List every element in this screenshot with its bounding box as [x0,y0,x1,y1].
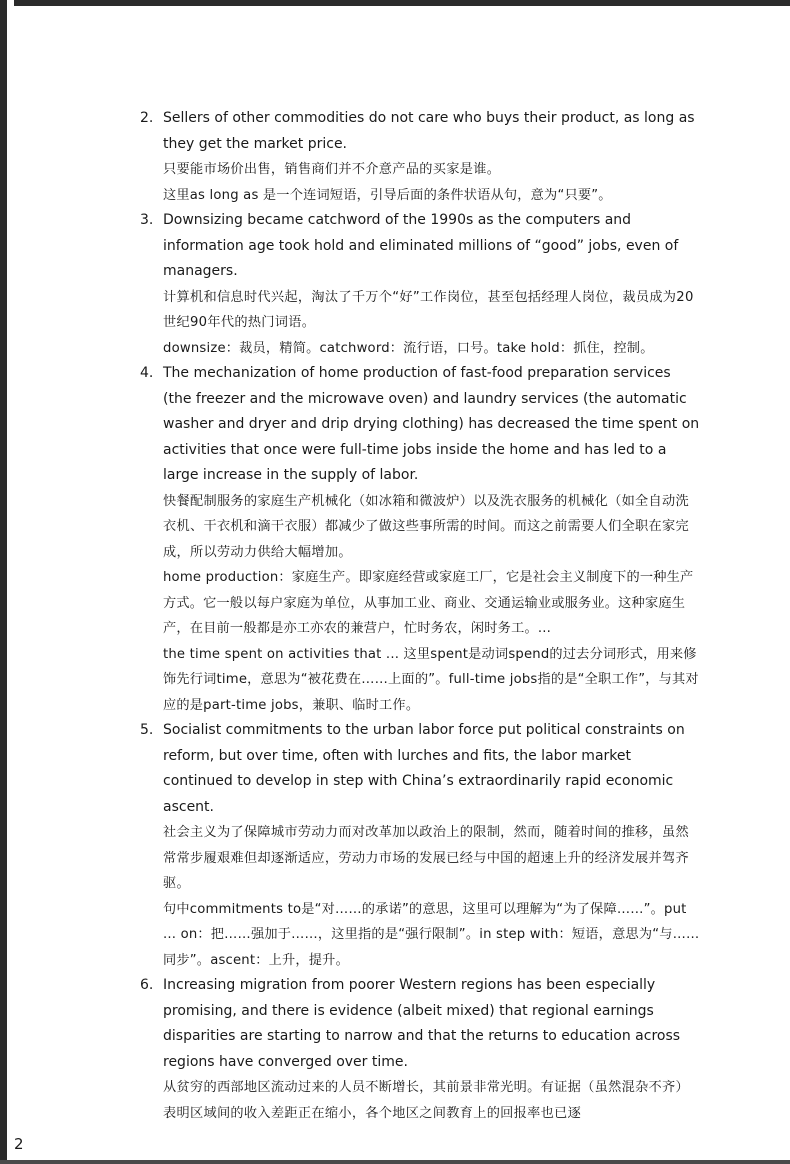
page-number: 2 [14,1135,24,1153]
item-number: 4. [140,365,154,381]
english-sentence: Increasing migration from poorer Western regions has been especially promising, and there is evidence (albeit mixed) that regional earnings disparities are starting to narrow and that the returns to education across regions have converged over time. [163,977,681,1070]
page-content [140,106,700,1126]
english-sentence: Downsizing became catchword of the 1990s as the computers and information age took hold and eliminated millions of “good” jobs, even of managers. [163,212,679,279]
item-number: 2. [140,110,154,126]
explanation-note: 这里as long as 是一个连词短语，引导后面的条件状语从句，意为“只要”。 [163,187,612,203]
chinese-translation: 计算机和信息时代兴起，淘汰了千万个“好”工作岗位，甚至包括经理人岗位，裁员成为20世纪90年代的热门词语。 [163,289,694,330]
chinese-translation: 从贫穷的西部地区流动过来的人员不断增长，其前景非常光明。有证据（虽然混杂不齐）表明区域间的收入差距正在缩小，各个地区之间教育上的回报率也已逐 [163,1080,690,1121]
scan-border-bottom [0,1160,790,1164]
chinese-translation: 只要能市场价出售，销售商们并不介意产品的买家是谁。 [163,162,501,177]
item-number: 5. [140,722,154,738]
explanation-note: downsize：裁员，精简。catchword：流行语，口号。take hold：抓住，控制。 [163,340,654,356]
chinese-translation: 社会主义为了保障城市劳动力而对改革加以政治上的限制，然而，随着时间的推移，虽然常常步履艰难但却逐渐适应，劳动力市场的发展已经与中国的超速上升的经济发展并驾齐驱。 [163,825,690,891]
english-sentence: Sellers of other commodities do not care who buys their product, as long as they get the market price. [163,110,695,152]
list-item [140,208,700,361]
list-item [140,106,700,208]
item-number: 3. [140,212,154,228]
scan-border-left [0,0,7,1164]
list-item [140,973,700,1126]
english-sentence: The mechanization of home production of fast-food preparation services (the freezer and the microwave oven) and laundry services (the automatic washer and dryer and drip drying clothing) has decreased the time spent on activities that once were full-time jobs inside the home and has led to a large increase in the supply of labor. [163,365,700,483]
explanation-note: 句中commitments to是“对……的承诺”的意思，这里可以理解为“为了保障……”。put ... on：把……强加于……，这里指的是“强行限制”。in step with：短语，意思为“与……同步”。ascent：上升，提升。 [163,901,700,968]
explanation-note: the time spent on activities that ... 这里spent是动词spend的过去分词形式，用来修饰先行词time，意思为“被花费在……上面的”。full-time jobs指的是“全职工作”，与其对应的是part-time jobs，兼职、临时工作。 [163,646,699,713]
explanation-note: home production：家庭生产。即家庭经营或家庭工厂，它是社会主义制度下的一种生产方式。它一般以每户家庭为单位，从事加工业、商业、交通运输业或服务业。这种家庭生产，在目前一般都是亦工亦农的兼营户，忙时务农，闲时务工。... [163,570,694,636]
list-item [140,361,700,718]
english-sentence: Socialist commitments to the urban labor force put political constraints on reform, but over time, often with lurches and fits, the labor market continued to develop in step with China’s extraordinarily rapid economic ascent. [163,722,685,815]
item-number: 6. [140,977,154,993]
list-item [140,718,700,973]
chinese-translation: 快餐配制服务的家庭生产机械化（如冰箱和微波炉）以及洗衣服务的机械化（如全自动洗衣机、干衣机和滴干衣服）都减少了做这些事所需的时间。而这之前需要人们全职在家完成，所以劳动力供给大幅增加。 [163,493,690,560]
scan-border-top [14,0,790,6]
